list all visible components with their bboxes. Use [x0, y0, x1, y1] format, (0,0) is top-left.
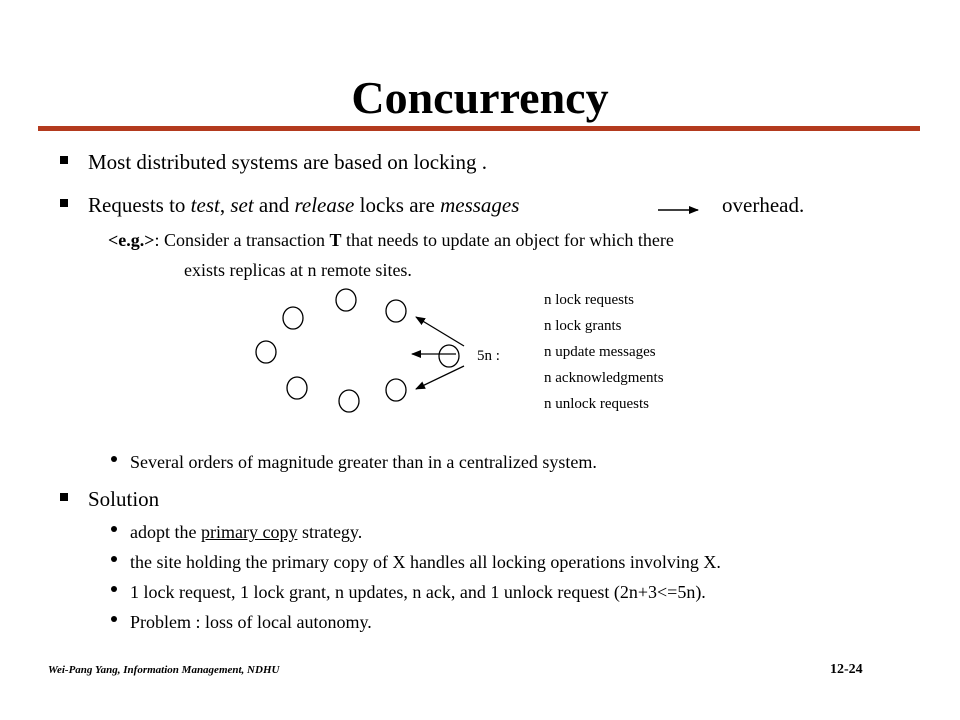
message-type: n lock requests: [544, 292, 634, 308]
transaction-site-node: [439, 345, 459, 367]
remote-site-node: [339, 390, 359, 412]
text-messages: messages: [440, 193, 520, 217]
transaction-T: T: [329, 230, 342, 250]
solution-heading: Solution: [88, 487, 160, 511]
text-segment: ,: [219, 193, 231, 217]
message-arrow-icon: [416, 317, 464, 346]
bullet-locking: Most distributed systems are based on locking .: [88, 150, 487, 174]
slide-title: Concurrency: [351, 72, 609, 123]
remote-site-node: [386, 300, 406, 322]
dot-bullet-icon: [111, 586, 117, 592]
bullet-orders-of-magnitude: Several orders of magnitude greater than in a centralized system.: [130, 452, 597, 472]
message-type: n acknowledgments: [544, 370, 664, 386]
text-release: release: [294, 193, 355, 217]
text-set: set: [230, 193, 254, 217]
solution-item: 1 lock request, 1 lock grant, n updates, n ack, and 1 unlock request (2n+3<=5n).: [130, 582, 706, 602]
solution-item: the site holding the primary copy of X handles all locking operations involving X.: [130, 552, 721, 572]
dot-bullet-icon: [111, 556, 117, 562]
text-segment: that needs to update an object for which there: [341, 230, 674, 250]
primary-copy-term: primary copy: [200, 522, 298, 542]
remote-site-node: [287, 377, 307, 399]
dot-bullet-icon: [111, 616, 117, 622]
example-line-2: exists replicas at n remote sites.: [184, 260, 412, 280]
remote-site-node: [336, 289, 356, 311]
example-tag: <e.g.>: [108, 230, 155, 250]
text-test: test: [190, 193, 220, 217]
remote-site-node: [386, 379, 406, 401]
text-segment: and: [253, 193, 295, 217]
text-segment: strategy.: [297, 522, 363, 542]
message-arrow-icon: [416, 366, 464, 389]
message-type: n update messages: [544, 344, 656, 360]
footer-author: Wei-Pang Yang, Information Management, NDHU: [48, 664, 280, 676]
page-number: 12-24: [830, 662, 863, 677]
square-bullet-icon: [60, 493, 68, 501]
solution-item: [130, 520, 362, 544]
text-segment: : Consider a transaction: [154, 230, 330, 250]
remote-site-node: [283, 307, 303, 329]
dot-bullet-icon: [111, 456, 117, 462]
remote-site-node: [256, 341, 276, 363]
text-segment: Requests to: [88, 193, 191, 217]
message-type: n lock grants: [544, 318, 622, 334]
solution-item: Problem : loss of local autonomy.: [130, 612, 372, 632]
dot-bullet-icon: [111, 526, 117, 532]
text-overhead: overhead.: [722, 193, 805, 217]
message-count-label: 5n :: [477, 348, 500, 364]
message-type: n unlock requests: [544, 396, 649, 412]
text-segment: adopt the: [130, 522, 201, 542]
text-segment: locks are: [354, 193, 441, 217]
